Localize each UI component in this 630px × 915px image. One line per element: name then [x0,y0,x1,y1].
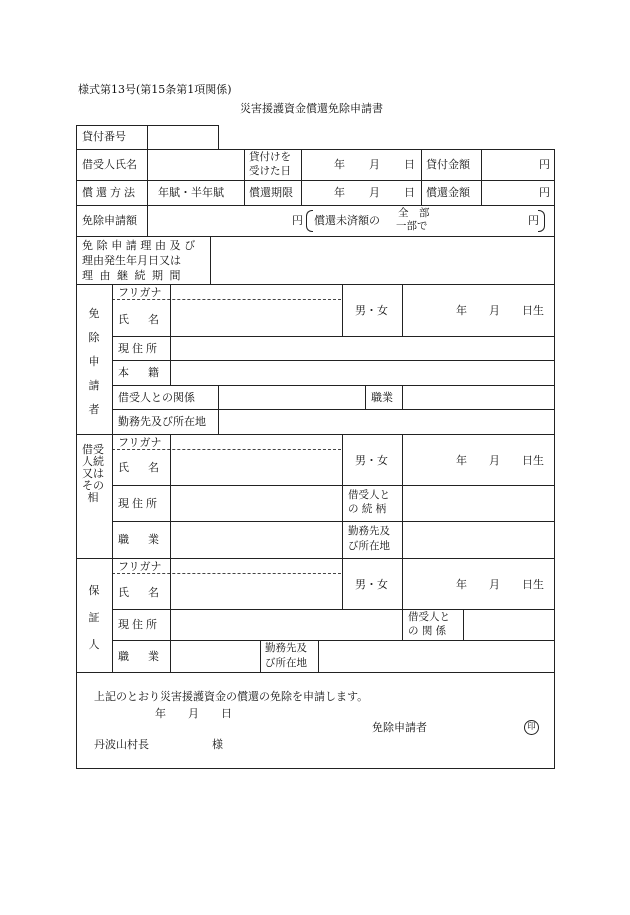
guarantor-address-label: 現住所 [118,618,160,631]
label-part: 一部で [396,220,428,232]
label-repay-method: 償還方法 [82,186,138,199]
heir-name-label: 氏 名 [118,461,163,474]
applicant-furigana: フリガナ [118,286,162,299]
applicant-relation-label: 借受人との関係 [118,391,195,404]
applicant-sex: 男・女 [355,304,388,317]
guarantor-rel-2: の 関 係 [408,625,447,637]
left-paren-bracket [306,210,313,232]
guarantor-furigana: フリガナ [118,560,162,573]
deadline-month: 月 [369,186,380,199]
loan-date-day: 日 [404,158,415,171]
guarantor-work-1: 勤務先及 [265,642,307,654]
heir-sex: 男・女 [355,454,388,467]
label-borrower-name: 借受人氏名 [82,158,137,171]
heir-work-2: び所在地 [348,540,390,552]
repaid-amount-yen: 円 [539,186,550,199]
guarantor-work-2: び所在地 [265,657,307,669]
heir-work-1: 勤務先及 [348,525,390,537]
declaration-text: 上記のとおり災害援護資金の償還の免除を申請します。 [94,690,369,703]
heir-address-label: 現住所 [118,497,160,510]
label-loan-date-1: 貸付けを [249,151,291,163]
unpaid-yen: 円 [528,214,539,227]
heir-rel-1: 借受人と [348,489,390,501]
label-reason-2: 理由発生年月日又は [82,254,181,267]
applicant-domicile-label: 本 籍 [118,366,163,379]
heir-birth: 年 月 日生 [456,454,544,467]
label-guarantor-vertical: 保証人 [88,584,100,651]
label-reason-1: 免除申請理由及び [82,239,199,252]
label-applicant-vertical: 免除申請者 [88,307,100,416]
heir-rel-2: の 続 柄 [348,503,387,515]
deadline-year: 年 [334,186,345,199]
guarantor-sex: 男・女 [355,578,388,591]
exempt-amount-yen: 円 [292,214,303,227]
loan-amount-yen: 円 [539,158,550,171]
repay-method-value: 年賦・半年賦 [158,186,224,199]
deadline-day: 日 [404,186,415,199]
label-heir-vertical: 借受人続又はその相 [82,443,104,504]
applicant-workplace-label: 勤務先及び所在地 [118,415,206,428]
right-paren-bracket [538,210,545,232]
declaration-date: 年 月 日 [155,707,232,720]
applicant-name-label: 氏 名 [118,313,163,326]
label-repaid-amount: 償還金額 [426,186,470,199]
label-loan-number: 貸付番号 [82,130,126,143]
form-number: 様式第13号(第15条第1項関係) [78,83,232,96]
loan-date-month: 月 [369,158,380,171]
label-reason-3: 理由継続期間 [82,269,187,282]
applicant-sign-label: 免除申請者 [372,721,427,734]
label-loan-date-2: 受けた日 [249,165,291,177]
guarantor-birth: 年 月 日生 [456,578,544,591]
addressee-sama: 様 [212,738,223,751]
guarantor-rel-1: 借受人と [408,611,450,623]
label-loan-amount: 貸付金額 [426,158,470,171]
applicant-address-label: 現住所 [118,342,160,355]
loan-date-year: 年 [334,158,345,171]
guarantor-occupation-label: 職 業 [118,650,163,663]
applicant-birth: 年 月 日生 [456,304,544,317]
label-unpaid: 償還未済額の [314,214,380,227]
label-repay-deadline: 償還期限 [249,186,293,199]
addressee: 丹波山村長 [94,738,149,751]
guarantor-name-label: 氏 名 [118,586,163,599]
label-exempt-amount: 免除申請額 [82,214,137,227]
heir-furigana: フリガナ [118,436,162,449]
applicant-occupation-label: 職業 [371,391,393,404]
label-all: 全 部 [398,207,430,219]
heir-occupation-label: 職 業 [118,533,163,546]
form-title: 災害援護資金償還免除申請書 [240,102,383,115]
seal-icon: 印 [524,720,539,735]
